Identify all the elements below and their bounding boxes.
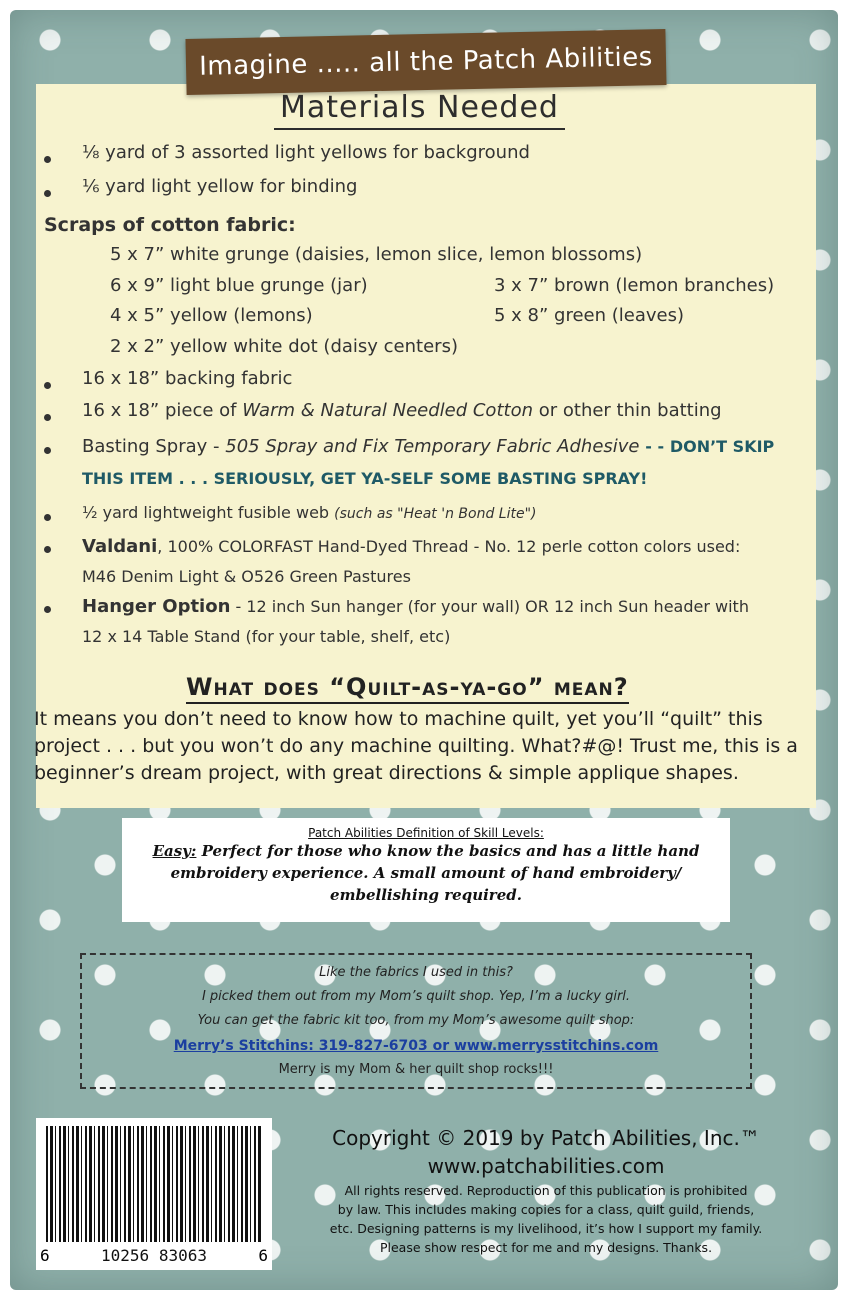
item-backing: 16 x 18” backing fabric: [82, 368, 293, 389]
item-batting: [82, 400, 722, 422]
thread-text: , 100% COLORFAST Hand-Dyed Thread - No. 12 perle cotton colors used:: [157, 537, 741, 556]
fabric-line: I picked them out from my Mom’s quilt shop. Yep, I’m a lucky girl.: [201, 989, 631, 1004]
barcode-digit-last: 6: [258, 1246, 268, 1265]
skill-line: embroidery experience. A small amount of hand embroidery/: [170, 864, 682, 882]
item-binding: ⅙ yard light yellow for binding: [82, 176, 358, 197]
shop-link[interactable]: Merry’s Stitchins: 319-827-6703 or www.merrysstitchins.com: [173, 1038, 659, 1054]
materials-title: Materials Needed: [274, 90, 565, 130]
item-background-fabric: ⅛ yard of 3 assorted light yellows for background: [82, 142, 530, 163]
fabric-line: Like the fabrics I used in this?: [319, 965, 513, 980]
copyright-line: Copyright © 2019 by Patch Abilities, Inc.™: [332, 1126, 760, 1150]
scrap-item: 5 x 8” green (leaves): [494, 305, 685, 326]
thread-colors: M46 Denim Light & O526 Green Pastures: [82, 567, 411, 586]
bullet-icon: [44, 156, 51, 163]
fabric-line: You can get the fabric kit too, from my Mom’s awesome quilt shop:: [197, 1013, 635, 1028]
hanger-label: Hanger Option: [82, 596, 231, 617]
fabric-line: Merry is my Mom & her quilt shop rocks!!!: [278, 1062, 554, 1077]
basting-label: Basting Spray -: [82, 436, 220, 457]
rights-line: All rights reserved. Reproduction of this publication is prohibited: [344, 1183, 748, 1198]
barcode-digits: 10256 83063: [101, 1246, 207, 1265]
fabric-kit-box: [80, 953, 752, 1089]
copyright-block: [290, 1124, 802, 1256]
bullet-icon: [44, 414, 51, 421]
batting-brand: Warm & Natural Needled Cotton: [242, 400, 533, 421]
rights-line: by law. This includes making copies for a class, quilt guild, friends,: [337, 1202, 755, 1217]
scrap-item: 4 x 5” yellow (lemons): [110, 305, 313, 326]
item-fusible-web: [82, 502, 537, 525]
item-hanger: [82, 596, 749, 618]
barcode-bars: [46, 1126, 262, 1242]
quilt-as-ya-go-title: What does “Quilt-as-ya-go” mean?: [186, 672, 629, 704]
bullet-icon: [44, 382, 51, 389]
skill-level: Easy:: [152, 842, 197, 860]
quilt-paragraph-line: It means you don’t need to know how to machine quilt, yet you’ll “quilt” this: [34, 708, 763, 730]
barcode: [36, 1118, 272, 1270]
bullet-icon: [44, 546, 51, 553]
hanger-text: - 12 inch Sun hanger (for your wall) OR 12 inch Sun header with: [230, 597, 749, 616]
quilt-paragraph-line: project . . . but you won’t do any machine quilting. What?#@! Trust me, this is a: [34, 735, 798, 757]
skill-level-box: [122, 818, 730, 922]
rights-line: etc. Designing patterns is my livelihood, it’s how I support my family.: [329, 1221, 763, 1236]
skill-line: [122, 840, 730, 862]
bullet-icon: [44, 514, 51, 521]
fusible-example: (such as "Heat 'n Bond Lite"): [334, 506, 537, 522]
batting-text: 16 x 18” piece of: [82, 400, 237, 421]
bullet-icon: [44, 447, 51, 454]
scrap-item: 5 x 7” white grunge (daisies, lemon slice, lemon blossoms): [110, 244, 643, 265]
skill-heading: Patch Abilities Definition of Skill Levels:: [308, 826, 544, 840]
website[interactable]: www.patchabilities.com: [427, 1154, 665, 1178]
thread-brand: Valdani: [82, 536, 158, 557]
scrap-item: 6 x 9” light blue grunge (jar): [110, 275, 368, 296]
fusible-text: ½ yard lightweight fusible web: [82, 503, 330, 522]
basting-product: 505 Spray and Fix Temporary Fabric Adhesive: [225, 436, 640, 457]
basting-dash: - -: [645, 437, 665, 456]
hanger-stand: 12 x 14 Table Stand (for your table, shelf, etc): [82, 627, 451, 646]
item-thread: [82, 536, 740, 558]
basting-alert: DON’T SKIP: [669, 437, 775, 456]
scrap-item: 2 x 2” yellow white dot (daisy centers): [110, 336, 458, 357]
batting-alt: or other thin batting: [538, 400, 722, 421]
skill-text: Perfect for those who know the basics and has a little hand: [201, 842, 700, 860]
basting-alert-line2: THIS ITEM . . . SERIOUSLY, GET YA-SELF SOME BASTING SPRAY!: [82, 469, 648, 488]
bullet-icon: [44, 190, 51, 197]
rights-line: Please show respect for me and my designs. Thanks.: [379, 1240, 713, 1255]
scrap-item: 3 x 7” brown (lemon branches): [494, 275, 775, 296]
banner: Imagine ..... all the Patch Abilities: [185, 29, 666, 95]
scraps-heading: Scraps of cotton fabric:: [44, 214, 296, 236]
barcode-digit-first: 6: [40, 1246, 50, 1265]
quilt-paragraph-line: beginner’s dream project, with great directions & simple applique shapes.: [34, 762, 739, 784]
skill-line: embellishing required.: [330, 886, 522, 904]
bullet-icon: [44, 606, 51, 613]
item-basting-spray: [82, 436, 774, 458]
